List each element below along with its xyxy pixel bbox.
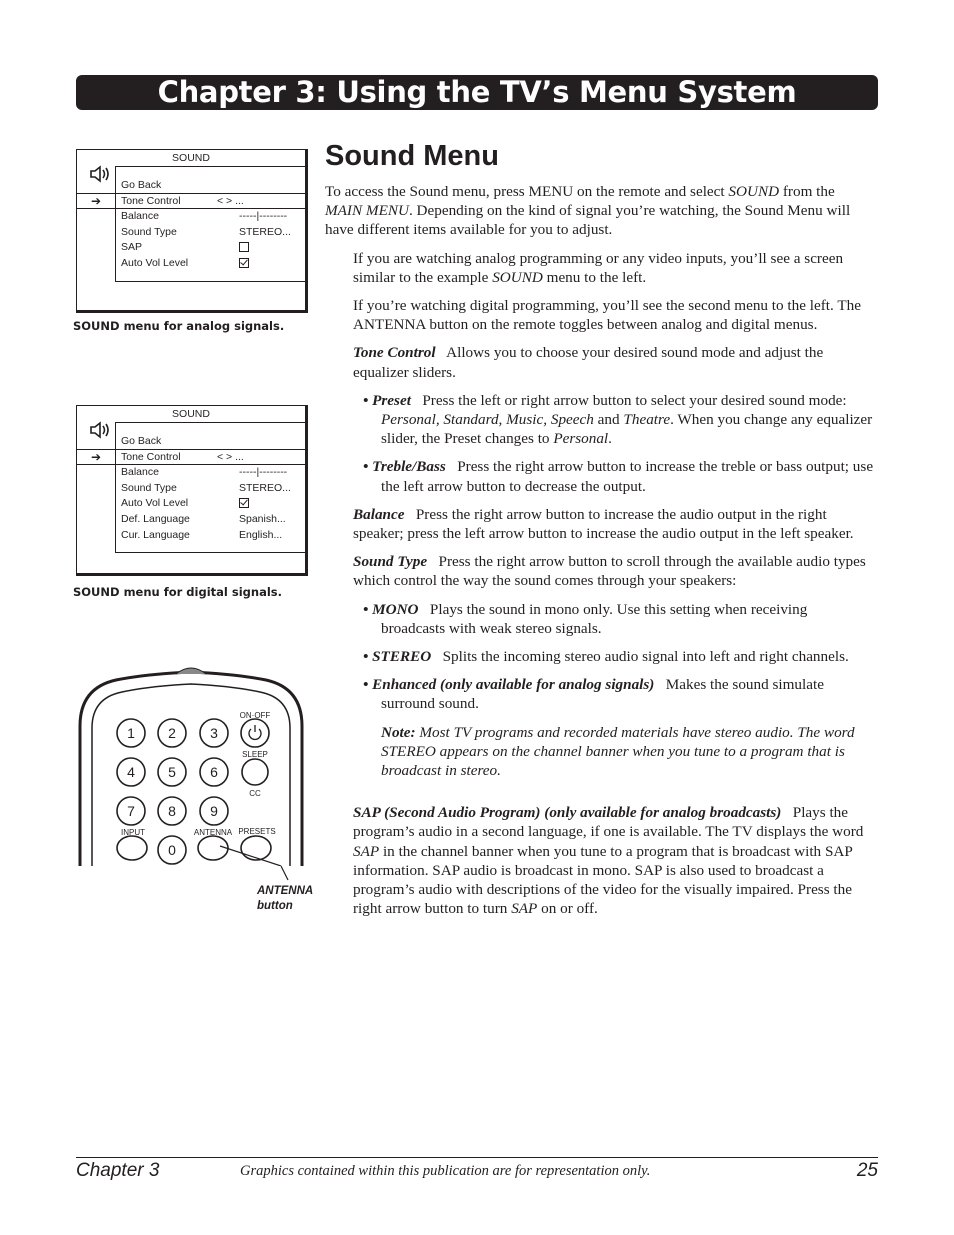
menu-value-sound-type: STEREO... bbox=[239, 226, 291, 238]
section-title: Sound Menu bbox=[325, 140, 499, 172]
footer-note: Graphics contained within this publication are for representation only. bbox=[240, 1163, 651, 1179]
menu-item-auto-vol-level[interactable]: Auto Vol Level bbox=[121, 257, 189, 269]
antenna-button[interactable] bbox=[198, 836, 228, 860]
note-stereo: Note: Most TV programs and recorded materials have stereo audio. The word STEREO appears on the channel banner when you tune to a program that is broadcast in stereo. bbox=[381, 723, 855, 780]
bullet-stereo: • STEREO Splits the incoming stereo audio signal into left and right channels. bbox=[363, 648, 849, 666]
presets-button[interactable] bbox=[241, 836, 271, 860]
paragraph-analog: If you are watching analog programming or any video inputs, you’ll see a screen similar to the example SOUND menu to the left. bbox=[353, 249, 844, 286]
bullet-enhanced: • Enhanced (only available for analog signals) Makes the sound simulate surround sound. bbox=[363, 676, 824, 713]
menu-item-sound-type[interactable]: Sound Type bbox=[121, 226, 177, 238]
sleep-button[interactable] bbox=[242, 759, 268, 785]
footer-chapter: Chapter 3 bbox=[76, 1160, 160, 1181]
menu-value-tone-control: < > ... bbox=[217, 451, 244, 463]
paragraph-tone-control: Tone Control Allows you to choose your desired sound mode and adjust the equalizer sliders. bbox=[353, 344, 824, 381]
bullet-mono: • MONO Plays the sound in mono only. Use this setting when receiving broadcasts with weak stereo signals. bbox=[363, 600, 808, 637]
speaker-icon bbox=[89, 164, 111, 184]
key-label: 9 bbox=[210, 803, 218, 819]
checkbox-unchecked-icon bbox=[239, 242, 249, 252]
key-label: 7 bbox=[127, 803, 135, 819]
menu-item-balance[interactable]: Balance bbox=[121, 210, 159, 222]
on-off-label: ON·OFF bbox=[239, 711, 271, 720]
menu-value-sound-type: STEREO... bbox=[239, 482, 291, 494]
key-label: 0 bbox=[168, 842, 176, 858]
row-highlight-top bbox=[77, 193, 305, 194]
bullet-preset: • Preset Press the left or right arrow button to select your desired sound mode: Personal, Standard, Music, Speech and Theatre. When you change any equalizer slider, the Preset changes to Personal. bbox=[363, 391, 873, 448]
antenna-callout-line2: button bbox=[257, 900, 293, 912]
menu-item-def-language[interactable]: Def. Language bbox=[121, 513, 190, 525]
menu-item-sap[interactable]: SAP bbox=[121, 241, 143, 253]
sap-checkbox[interactable] bbox=[239, 240, 249, 254]
key-label: 2 bbox=[168, 725, 176, 741]
speaker-icon bbox=[89, 420, 111, 440]
menu-item-tone-control[interactable]: Tone Control bbox=[121, 195, 181, 207]
paragraph-digital: If you’re watching digital programming, you’ll see the second menu to the left. The ANTENNA button on the remote toggles between analog and digital menus. bbox=[353, 297, 861, 334]
body-text bbox=[325, 182, 875, 928]
sound-menu-digital bbox=[76, 405, 308, 576]
bullet-treble-bass: • Treble/Bass Press the right arrow button to increase the treble or bass output; use the left arrow button to decrease the output. bbox=[363, 458, 874, 495]
key-label: 1 bbox=[127, 725, 135, 741]
menu-header: SOUND bbox=[172, 152, 210, 164]
key-label: 6 bbox=[210, 764, 218, 780]
menu-value-cur-language: English... bbox=[239, 529, 283, 541]
auto-vol-checkbox[interactable] bbox=[239, 496, 249, 510]
caption-digital: SOUND menu for digital signals. bbox=[73, 585, 282, 599]
caption-analog: SOUND menu for analog signals. bbox=[73, 319, 285, 333]
paragraph-sap: SAP (Second Audio Program) (only available for analog broadcasts) Plays the program’s audio in a second language, if one is available. The TV displays the word SAP in the channel banner when you tune to a program that is broadcast with SAP information. SAP audio is broadcast in mono. SAP is also used to broadcast a program’s audio with descriptions of the video for the visually impaired. Press the right arrow button to turn SAP on or off. bbox=[353, 804, 864, 918]
menu-item-go-back[interactable]: Go Back bbox=[121, 179, 162, 191]
paragraph-intro: To access the Sound menu, press MENU on the remote and select SOUND from the MAIN MENU. Depending on the kind of signal you’re watching, the Sound Menu will have different items available for you to adjust. bbox=[325, 183, 851, 239]
paragraph-balance: Balance Press the right arrow button to increase the audio output in the right speaker; press the left arrow button to increase the audio output in the left speaker. bbox=[353, 505, 854, 543]
sleep-label: SLEEP bbox=[242, 750, 268, 759]
power-button[interactable] bbox=[241, 719, 269, 747]
menu-item-auto-vol-level[interactable]: Auto Vol Level bbox=[121, 497, 189, 509]
presets-label: PRESETS bbox=[238, 827, 276, 836]
menu-item-cur-language[interactable]: Cur. Language bbox=[121, 529, 190, 541]
cc-label: CC bbox=[249, 789, 261, 798]
menu-value-balance: -----|-------- bbox=[239, 466, 288, 478]
menu-value-tone-control: < > ... bbox=[217, 195, 244, 207]
menu-value-def-language: Spanish... bbox=[239, 513, 286, 525]
menu-item-tone-control[interactable]: Tone Control bbox=[121, 451, 181, 463]
selection-arrow-icon: ➔ bbox=[91, 194, 102, 208]
menu-header: SOUND bbox=[172, 408, 210, 420]
menu-item-sound-type[interactable]: Sound Type bbox=[121, 482, 177, 494]
menu-item-go-back[interactable]: Go Back bbox=[121, 435, 162, 447]
input-button[interactable] bbox=[117, 836, 147, 860]
key-label: 4 bbox=[127, 764, 135, 780]
checkbox-checked-icon bbox=[239, 498, 249, 508]
antenna-callout bbox=[257, 884, 313, 914]
checkbox-checked-icon bbox=[239, 258, 249, 268]
antenna-callout-line1: ANTENNA bbox=[257, 885, 314, 897]
callout-line-extension bbox=[260, 860, 290, 884]
footer-divider bbox=[76, 1157, 878, 1158]
key-label: 8 bbox=[168, 803, 176, 819]
chapter-title: Chapter 3: Using the TV’s Menu System bbox=[157, 75, 797, 109]
key-label: 3 bbox=[210, 725, 218, 741]
auto-vol-checkbox[interactable] bbox=[239, 256, 249, 270]
menu-item-balance[interactable]: Balance bbox=[121, 466, 159, 478]
selection-arrow-icon: ➔ bbox=[91, 450, 102, 464]
paragraph-sound-type: Sound Type Press the right arrow button to scroll through the available audio types which control the way the sound comes through your speakers: bbox=[353, 553, 866, 590]
menu-value-balance: -----|-------- bbox=[239, 210, 288, 222]
input-label: INPUT bbox=[121, 828, 145, 837]
chapter-header-bar bbox=[76, 75, 878, 110]
row-highlight-top bbox=[77, 449, 305, 450]
key-label: 5 bbox=[168, 764, 176, 780]
sound-menu-analog bbox=[76, 149, 308, 313]
antenna-label: ANTENNA bbox=[193, 828, 233, 837]
page-number: 25 bbox=[856, 1160, 878, 1181]
remote-control-illustration bbox=[76, 666, 306, 866]
